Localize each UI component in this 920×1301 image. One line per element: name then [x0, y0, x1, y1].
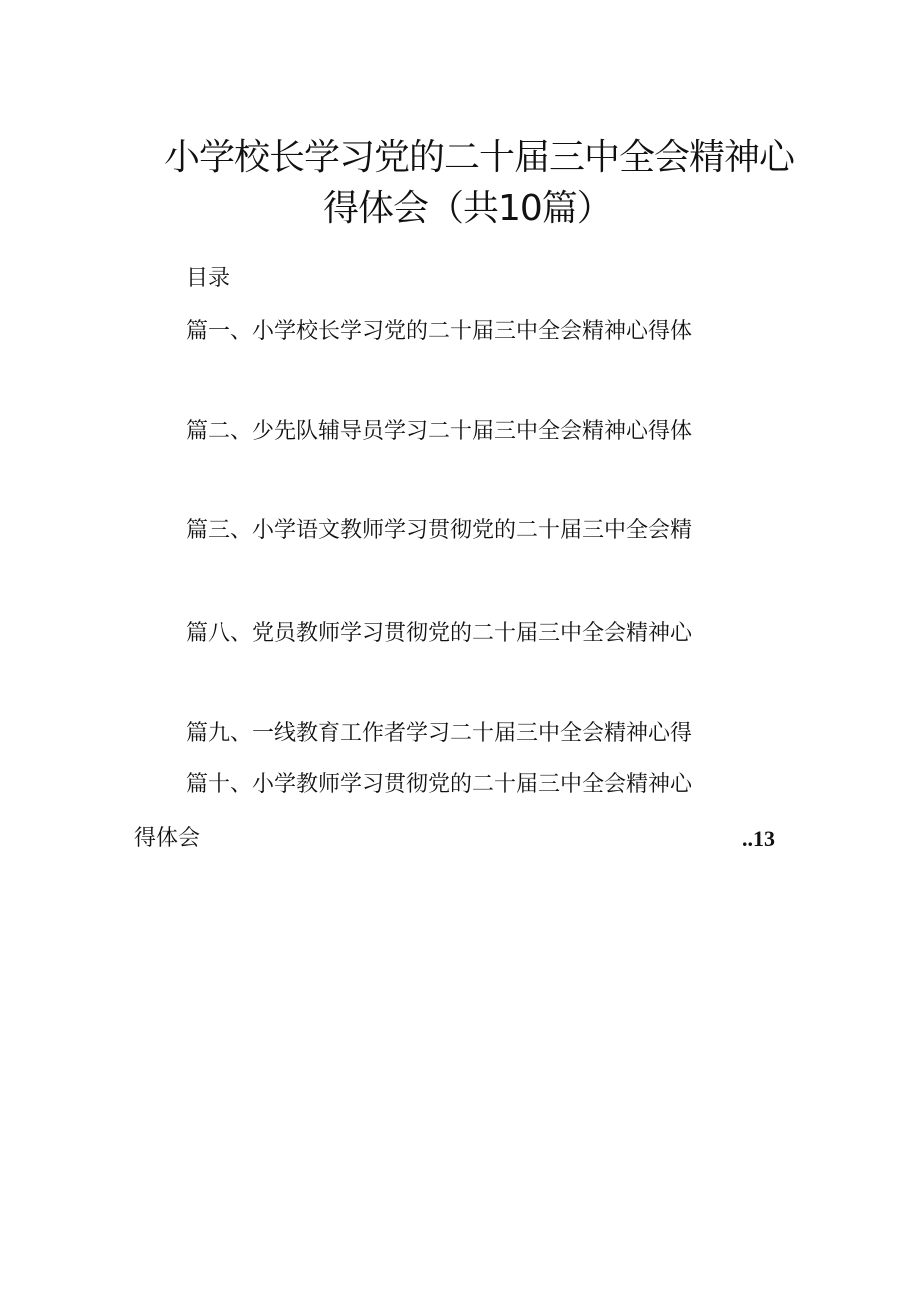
toc-entry-10[interactable]: 篇十、小学教师学习贯彻党的二十届三中全会精神心 — [186, 772, 693, 797]
toc-heading: 目录 — [186, 266, 231, 291]
toc-entry-1[interactable]: 篇一、小学校长学习党的二十届三中全会精神心得体 — [186, 319, 693, 344]
toc-entry-8[interactable]: 篇八、党员教师学习贯彻党的二十届三中全会精神心 — [186, 621, 693, 646]
document-title-line-2: 得体会（共10篇） — [323, 188, 612, 229]
toc-entry-3[interactable]: 篇三、小学语文教师学习贯彻党的二十届三中全会精 — [186, 518, 693, 543]
toc-entry-9[interactable]: 篇九、一线教育工作者学习二十届三中全会精神心得 — [186, 721, 693, 746]
toc-entry-10-continuation[interactable]: 得体会 — [134, 826, 201, 851]
toc-entry-10-page-number: ..13 — [742, 826, 775, 851]
document-title-line-1: 小学校长学习党的二十届三中全会精神心 — [164, 137, 795, 178]
toc-entry-2[interactable]: 篇二、少先队辅导员学习二十届三中全会精神心得体 — [186, 419, 693, 444]
